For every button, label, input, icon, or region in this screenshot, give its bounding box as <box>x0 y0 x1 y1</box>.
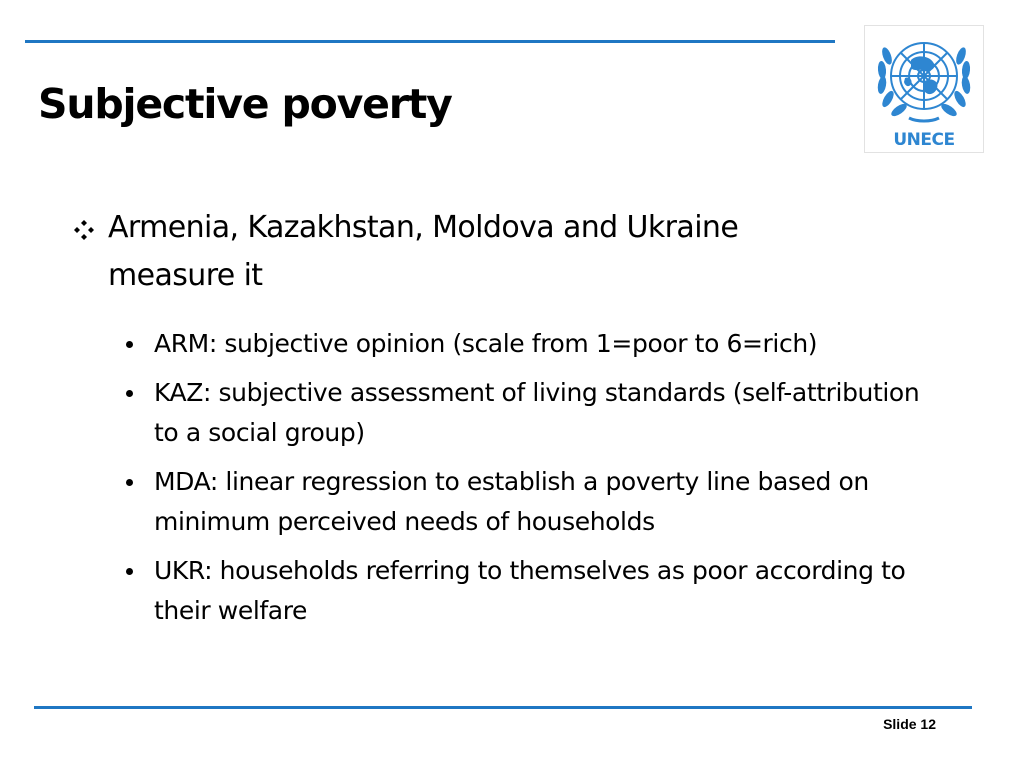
unece-logo-text: UNECE <box>893 130 955 150</box>
sub-bullet-list <box>122 324 942 640</box>
list-item <box>122 324 942 364</box>
slide-title: Subjective poverty <box>38 80 452 128</box>
four-diamond-bullet-icon <box>72 218 96 242</box>
top-divider <box>25 40 835 43</box>
list-item-text: MDA: linear regression to establish a poverty line based on minimum perceived needs of households <box>154 467 869 536</box>
list-item-text: UKR: households referring to themselves as poor according to their welfare <box>154 556 906 625</box>
bullet-dot-icon <box>126 390 133 397</box>
bullet-dot-icon <box>126 479 133 486</box>
unece-logo <box>864 25 984 153</box>
list-item <box>122 462 942 542</box>
list-item-text: ARM: subjective opinion (scale from 1=poor to 6=rich) <box>154 329 818 358</box>
list-item <box>122 551 942 631</box>
list-item-text: KAZ: subjective assessment of living standards (self-attribution to a social group) <box>154 378 920 447</box>
slide-number: Slide 12 <box>883 716 936 732</box>
list-item <box>122 373 942 453</box>
main-bullet-text: Armenia, Kazakhstan, Moldova and Ukraine measure it <box>108 210 739 293</box>
bottom-divider <box>34 706 972 709</box>
bullet-dot-icon <box>126 568 133 575</box>
bullet-dot-icon <box>126 341 133 348</box>
un-emblem-icon <box>865 26 983 130</box>
